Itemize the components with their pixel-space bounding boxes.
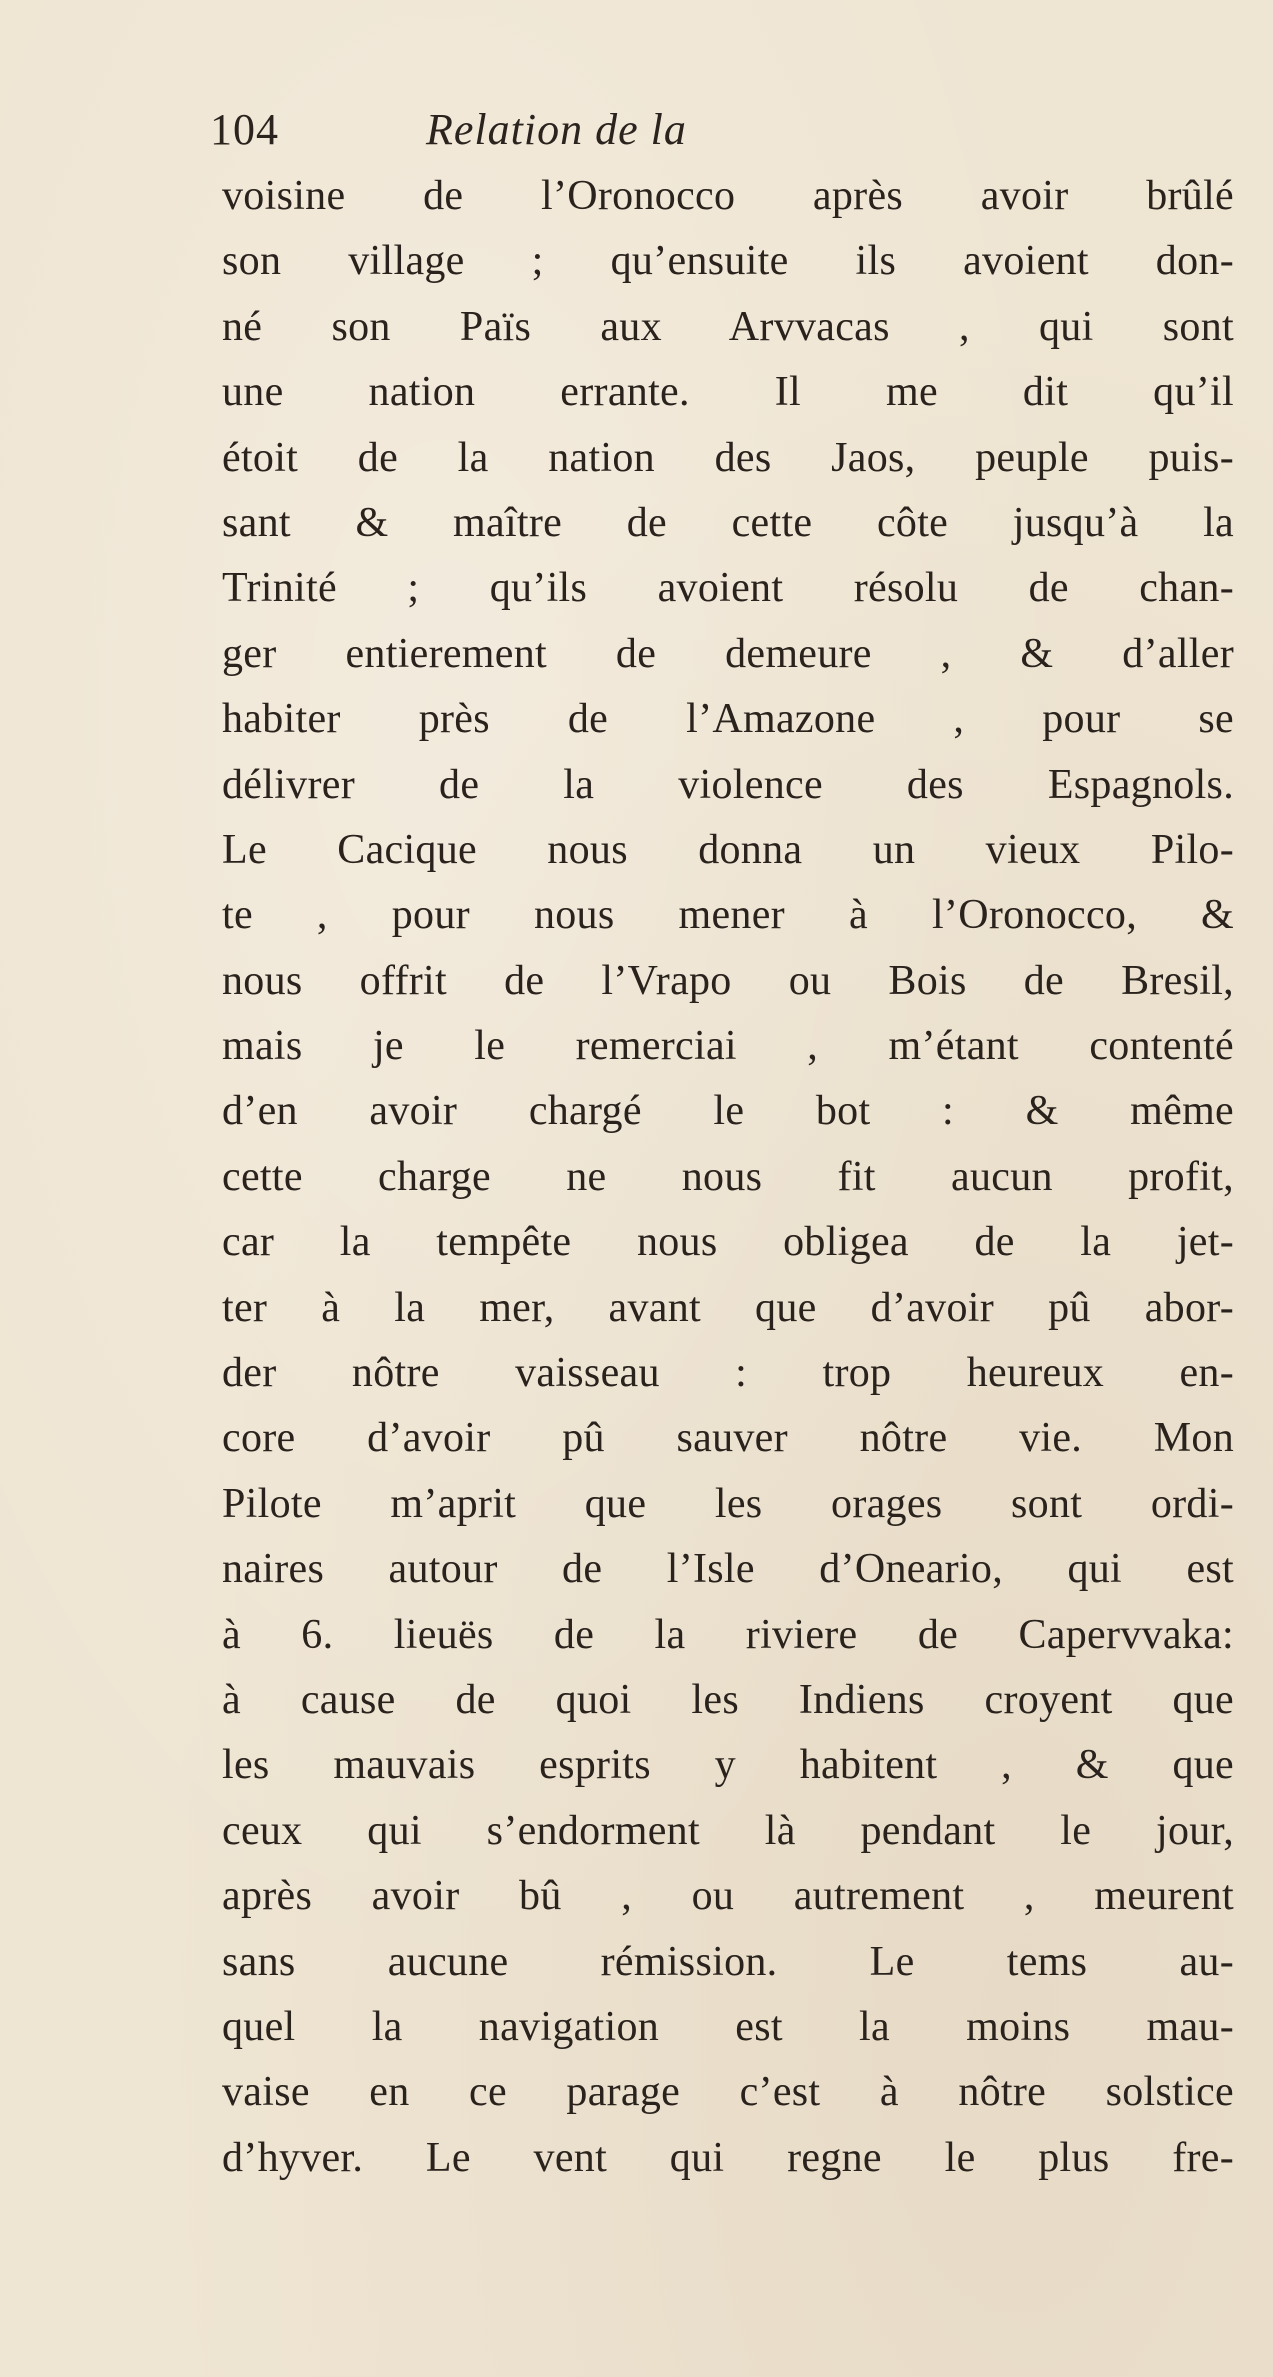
text-line: quel la navigation est la moins mau- [222, 2003, 1234, 2050]
text-line: d’hyver. Le vent qui regne le plus fre- [222, 2134, 1234, 2181]
text-line: Trinité ; qu’ils avoient résolu de chan- [222, 565, 1234, 612]
text-line: né son Païs aux Arvvacas , qui sont [222, 303, 1234, 350]
text-line: voisine de l’Oronocco après avoir brûlé [222, 173, 1234, 219]
text-line: d’en avoir chargé le bot : & même [222, 1088, 1234, 1135]
text-line: à cause de quoi les Indiens croyent que [222, 1676, 1234, 1723]
running-title: Relation de la [426, 105, 687, 154]
text-line: délivrer de la violence des Espagnols. [222, 761, 1234, 808]
text-line: son village ; qu’ensuite ils avoient don- [222, 238, 1234, 285]
text-line: ceux qui s’endorment là pendant le jour, [222, 1807, 1234, 1854]
text-line: les mauvais esprits y habitent , & que [222, 1742, 1234, 1789]
text-line: étoit de la nation des Jaos, peuple puis- [222, 434, 1234, 481]
text-line: sans aucune rémission. Le tems au- [222, 1938, 1234, 1985]
text-line: après avoir bû , ou autrement , meurent [222, 1873, 1234, 1920]
body-text [222, 164, 1234, 2191]
page-number: 104 [210, 105, 279, 154]
text-line: nous offrit de l’Vrapo ou Bois de Bresil, [222, 957, 1234, 1004]
text-line: car la tempête nous obligea de la jet- [222, 1219, 1234, 1266]
text-line: Pilote m’aprit que les orages sont ordi- [222, 1480, 1234, 1527]
text-line: à 6. lieuës de la riviere de Capervvaka: [222, 1611, 1234, 1658]
text-line: vaise en ce parage c’est à nôtre solstice [222, 2069, 1234, 2116]
text-line: ger entierement de demeure , & d’aller [222, 630, 1234, 677]
text-line: cette charge ne nous fit aucun profit, [222, 1153, 1234, 1200]
text-line: Le Cacique nous donna un vieux Pilo- [222, 826, 1234, 873]
text-line: mais je le remerciai , m’étant contenté [222, 1023, 1234, 1070]
text-line: core d’avoir pû sauver nôtre vie. Mon [222, 1415, 1234, 1462]
text-line: ter à la mer, avant que d’avoir pû abor- [222, 1284, 1234, 1331]
text-line: der nôtre vaisseau : trop heureux en- [222, 1350, 1234, 1397]
text-line: te , pour nous mener à l’Oronocco, & [222, 892, 1234, 939]
text-line: une nation errante. Il me dit qu’il [222, 369, 1234, 416]
text-line: habiter près de l’Amazone , pour se [222, 696, 1234, 743]
text-line: sant & maître de cette côte jusqu’à la [222, 499, 1234, 546]
text-line: naires autour de l’Isle d’Oneario, qui est [222, 1546, 1234, 1593]
running-head [210, 104, 1090, 164]
